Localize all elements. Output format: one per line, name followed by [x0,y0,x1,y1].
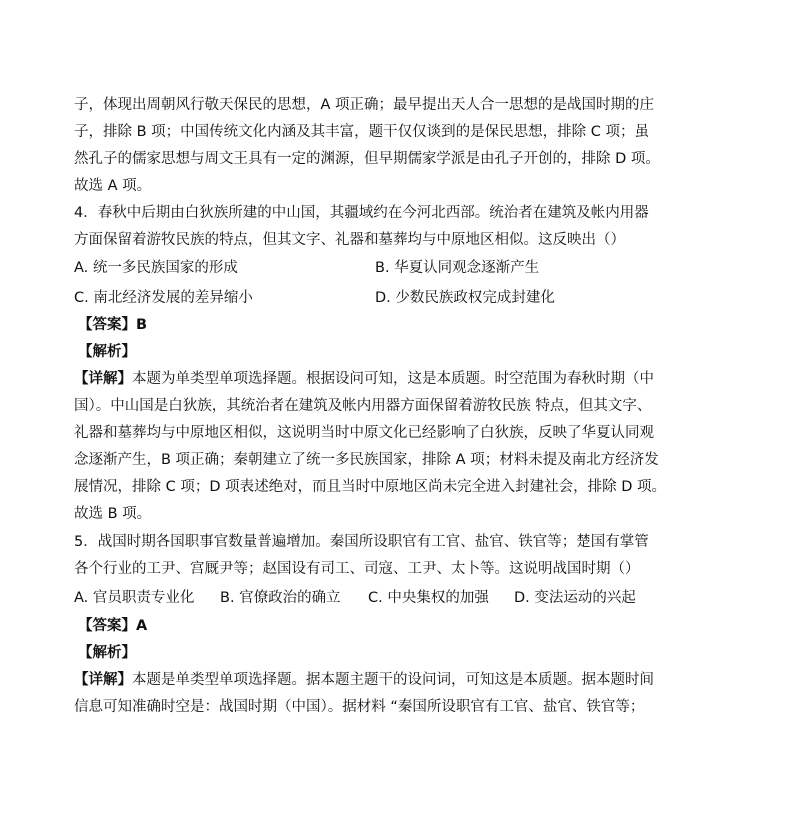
q5-detail-label: 【详解】 [74,672,132,688]
q4-detail-line-5: 展情况，排除 C 项；D 项表述绝对，而且当时中原地区尚未完全进入封建社会，排除 D 项。 [74,479,666,495]
q3-explanation-line-2: 子，排除 B 项；中国传统文化内涵及其丰富，题干仅仅谈到的是保民思想，排除 C 项；虽 [74,124,650,140]
q4-conclusion: 故选 B 项。 [74,506,152,522]
q5-answer-value: A [136,618,148,634]
q4-option-b: B. 华夏认同观念逐渐产生 [375,260,540,276]
q5-option-b: B. 官僚政治的确立 [220,590,341,606]
q5-option-a: A. 官员职责专业化 [74,590,195,606]
q4-option-c: C. 南北经济发展的差异缩小 [74,290,253,306]
q4-option-a: A. 统一多民族国家的形成 [74,260,238,276]
q4-answer-label: 【答案】 [78,317,136,333]
q5-stem-line-1: 5．战国时期各国职事官数量普遍增加。秦国所设职官有工官、盐官、铁官等；楚国有掌管 [74,534,649,550]
q5-option-d: D. 变法运动的兴起 [514,590,636,606]
q5-analysis-label: 【解析】 [78,645,136,661]
q4-stem-line-2: 方面保留着游牧民族的特点，但其文字、礼器和墓葬均与中原地区相似。这反映出（） [74,232,625,248]
q4-analysis-label: 【解析】 [78,344,136,360]
q3-explanation-line-3: 然孔子的儒家思想与周文王具有一定的渊源，但早期儒家学派是由孔子开创的，排除 D 项。 [74,151,660,167]
q5-detail-line-1 [74,670,724,690]
q4-answer-value: B [136,317,148,333]
q4-detail-text-1: 本题为单类型单项选择题。根据设问可知，这是本质题。时空范围为春秋时期（中 [132,371,654,387]
q5-detail-line-2: 信息可知准确时空是：战国时期（中国）。据材料 “秦国所设职官有工官、盐官、铁官等； [74,699,645,715]
q5-stem-line-2: 各个行业的工尹、宫厩尹等；赵国设有司工、司寇、工尹、太卜等。这说明战国时期（） [74,561,640,577]
q4-answer [78,315,728,335]
q3-explanation-line-1: 子，体现出周朝风行敬天保民的思想，A 项正确；最早提出天人合一思想的是战国时期的庄 [74,97,655,113]
q4-detail-line-2: 国）。中山国是白狄族，其统治者在建筑及帐内用器方面保留着游牧民族 特点，但其文字、 [74,398,652,414]
q5-detail-text-1: 本题是单类型单项选择题。据本题主题干的设问词，可知这是本质题。据本题时间 [132,672,654,688]
q4-stem-line-1: 4．春秋中后期由白狄族所建的中山国，其疆域约在今河北西部。统治者在建筑及帐内用器 [74,205,649,221]
q4-option-d: D. 少数民族政权完成封建化 [375,290,555,306]
q4-detail-line-3: 礼器和墓葬均与中原地区相似，这说明当时中原文化已经影响了白狄族，反映了华夏认同观 [74,425,654,441]
q5-option-c: C. 中央集权的加强 [368,590,489,606]
q3-conclusion: 故选 A 项。 [74,178,152,194]
q5-answer [78,616,728,636]
q4-detail-line-4: 念逐渐产生，B 项正确；秦朝建立了统一多民族国家，排除 A 项；材料未提及南北方经济发 [74,452,659,468]
q4-detail-line-1 [74,369,724,389]
q5-answer-label: 【答案】 [78,618,136,634]
q4-detail-label: 【详解】 [74,371,132,387]
